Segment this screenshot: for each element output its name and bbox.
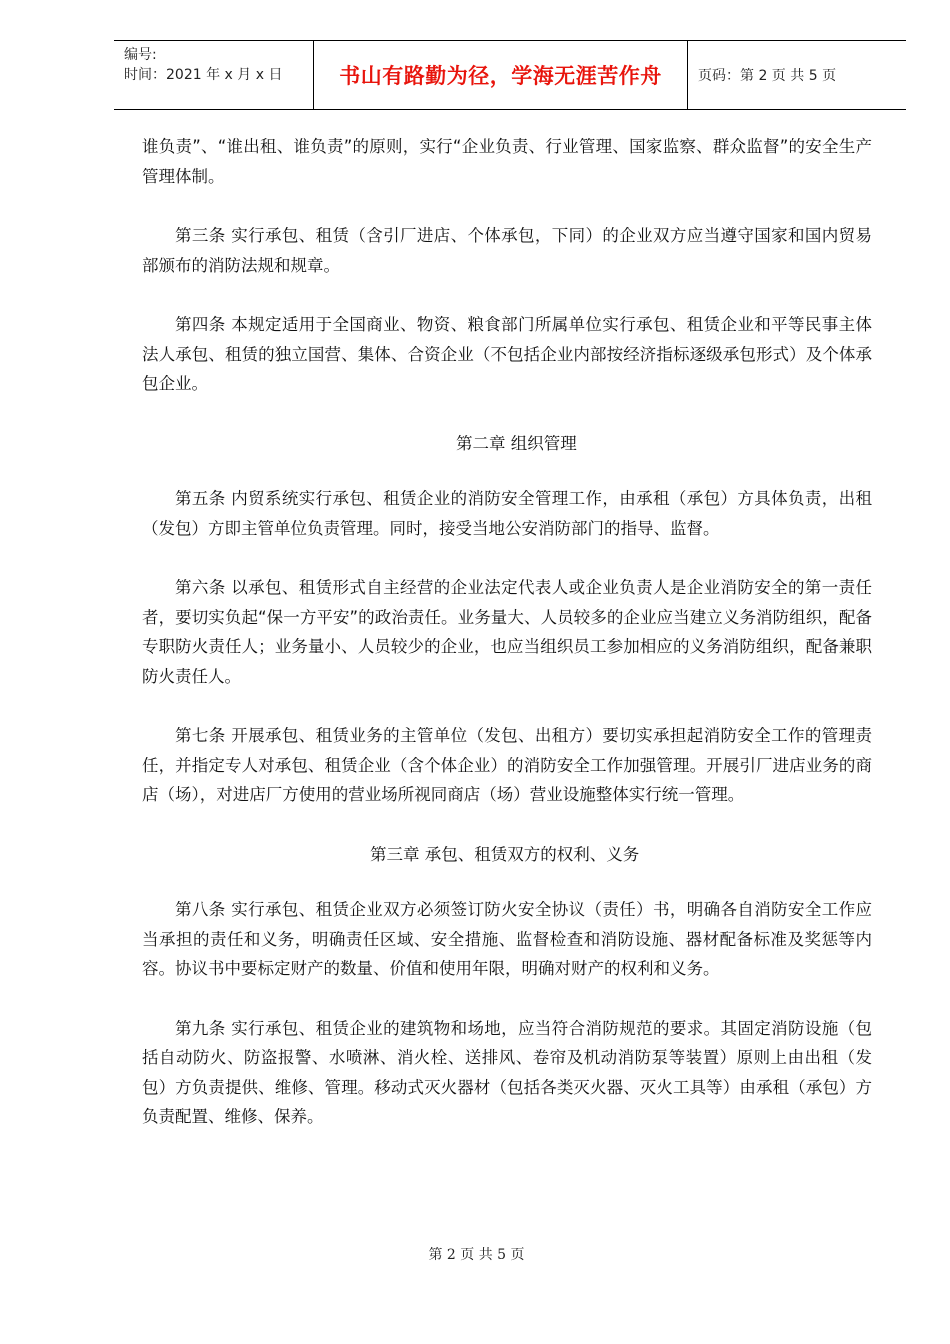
chapter-2-heading: 第二章 组织管理 xyxy=(456,433,577,453)
paragraph-continued: 谁负责”、“谁出租、谁负责”的原则，实行“企业负责、行业管理、国家监察、群众监督”的安全生产管理体制。 xyxy=(142,137,872,186)
footer-page-number: 第 2 页 共 5 页 xyxy=(428,1247,525,1263)
article-8: 第八条 实行承包、租赁企业双方必须签订防火安全协议（责任）书，明确各自消防安全工作应当承担的责任和义务，明确责任区域、安全措施、监督检查和消防设施、器材配备标准及奖惩等内容。协议书中要标定财产的数量、价值和使用年限，明确对财产的权利和义务。 xyxy=(142,900,872,978)
page-footer xyxy=(0,1244,950,1264)
chapter-3-heading: 第三章 承包、租赁双方的权利、义务 xyxy=(370,844,640,864)
header-meta xyxy=(114,41,314,109)
article-9: 第九条 实行承包、租赁企业的建筑物和场地，应当符合消防规范的要求。其固定消防设施（包括自动防火、防盗报警、水喷淋、消火栓、送排风、卷帘及机动消防泵等装置）原则上由出租（发包）方负责提供、维修、管理。移动式灭火器材（包括各类灭火器、灭火工具等）由承租（承包）方负责配置、维修、保养。 xyxy=(142,1018,872,1126)
document-body xyxy=(142,132,872,1162)
article-4: 第四条 本规定适用于全国商业、物资、粮食部门所属单位实行承包、租赁企业和平等民事主体法人承包、租赁的独立国营、集体、合资企业（不包括企业内部按经济指标逐级承包形式）及个体承包企业。 xyxy=(142,315,872,393)
header-page-label: 页码：第 2 页 共 5 页 xyxy=(698,68,837,84)
header-motto: 书山有路勤为径，学海无涯苦作舟 xyxy=(339,63,662,88)
article-3: 第三条 实行承包、租赁（含引厂进店、个体承包，下同）的企业双方应当遵守国家和国内贸易部颁布的消防法规和规章。 xyxy=(142,226,872,275)
article-7: 第七条 开展承包、租赁业务的主管单位（发包、出租方）要切实承担起消防安全工作的管理责任，并指定专人对承包、租赁企业（含个体企业）的消防安全工作加强管理。开展引厂进店业务的商店（场），对进店厂方使用的营业场所视同商店（场）营业设施整体实行统一管理。 xyxy=(142,726,872,804)
article-5: 第五条 内贸系统实行承包、租赁企业的消防安全管理工作，由承租（承包）方具体负责，出租（发包）方即主管单位负责管理。同时，接受当地公安消防部门的指导、监督。 xyxy=(142,489,872,538)
header-motto-cell xyxy=(314,41,688,109)
header-page-cell xyxy=(688,41,906,109)
serial-label: 编号: xyxy=(124,47,157,63)
article-6: 第六条 以承包、租赁形式自主经营的企业法定代表人或企业负责人是企业消防安全的第一责任者，要切实负起“保一方平安”的政治责任。业务量大、人员较多的企业应当建立义务消防组织，配备专职防火责任人；业务量小、人员较少的企业，也应当组织员工参加相应的义务消防组织，配备兼职防火责任人。 xyxy=(142,578,872,686)
document-header xyxy=(114,40,906,110)
time-label: 时间：2021 年 x 月 x 日 xyxy=(124,67,283,83)
